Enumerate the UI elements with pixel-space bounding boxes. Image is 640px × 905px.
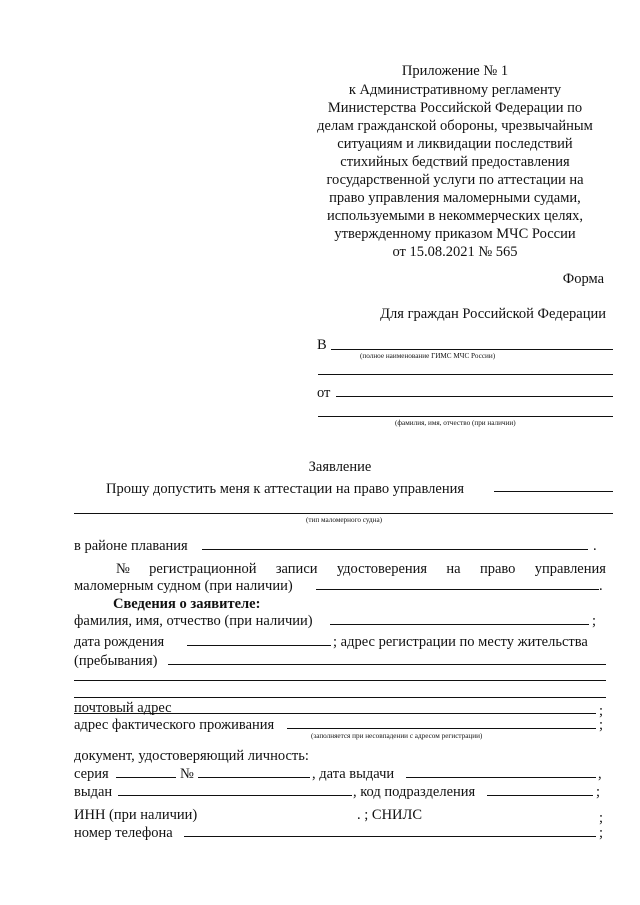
series-label: серия (74, 766, 109, 782)
phone-label: номер телефона (74, 825, 173, 841)
to-label: В (317, 337, 327, 353)
dob-field[interactable] (187, 645, 331, 646)
reg-address-field[interactable] (168, 664, 606, 665)
reg-address-label: ; адрес регистрации по месту жительства (333, 634, 588, 650)
fio-label: фамилия, имя, отчество (при наличии) (74, 613, 313, 629)
phone-field[interactable] (184, 836, 596, 837)
vessel-type-field[interactable] (494, 491, 613, 492)
header-line: используемыми в некоммерческих целях, (326, 208, 584, 224)
form-label: Форма (562, 271, 604, 287)
header-line: право управления маломерными судами, (329, 190, 581, 206)
reg-number-field[interactable] (316, 589, 599, 590)
punct-comma: , (598, 766, 602, 782)
reg-word: управления (534, 561, 606, 577)
area-field[interactable] (202, 549, 588, 550)
reg-word: на (446, 561, 461, 577)
header-line: от 15.08.2021 № 565 (392, 244, 518, 260)
actual-address-caption: (заполняется при несовпадении с адресом регистрации) (311, 732, 483, 740)
number-label: № (180, 766, 194, 782)
header-line: Министерства Российской Федерации по (327, 100, 583, 116)
number-field[interactable] (198, 777, 310, 778)
actual-address-field[interactable] (287, 728, 596, 729)
issue-date-field[interactable] (406, 777, 596, 778)
header-line: стихийных бедствий предоставления (340, 154, 570, 170)
vessel-type-field-line2[interactable] (74, 513, 613, 514)
postal-label: почтовый адрес (74, 700, 172, 716)
request-text: Прошу допустить меня к аттестации на право управления (106, 481, 465, 497)
to-caption: (полное наименование ГИМС МЧС России) (360, 352, 496, 360)
issued-by-label: выдан (74, 784, 113, 800)
stay-label: (пребывания) (74, 653, 158, 669)
punct-semicolon: ; (599, 810, 604, 826)
from-caption: (фамилия, имя, отчество (при наличии) (395, 419, 516, 427)
header-line: утвержденному приказом МЧС России (334, 226, 576, 242)
issue-date-label: , дата выдачи (312, 766, 395, 782)
punct-semicolon: ; (599, 825, 604, 841)
reg-word: регистрационной (149, 561, 257, 577)
actual-address-label: адрес фактического проживания (74, 717, 275, 733)
punct-semicolon: ; (599, 717, 604, 733)
from-field[interactable] (336, 396, 613, 397)
from-field-line2[interactable] (318, 416, 613, 417)
area-end: . (593, 538, 597, 554)
issued-by-field[interactable] (118, 795, 352, 796)
snils-label: . ; СНИЛС (357, 807, 423, 823)
to-field[interactable] (331, 349, 613, 350)
id-heading: документ, удостоверяющий личность: (74, 748, 309, 764)
inn-label: ИНН (при наличии) (74, 807, 198, 823)
header-line: государственной услуги по аттестации на (326, 172, 584, 188)
from-label: от (317, 385, 331, 401)
audience-label: Для граждан Российской Федерации (380, 306, 606, 322)
reg-word: № (116, 561, 130, 577)
header-line: ситуациям и ликвидации последствий (337, 136, 573, 152)
vessel-caption: (тип маломерного судна) (306, 516, 383, 524)
area-label: в районе плавания (74, 538, 188, 554)
punct-semicolon: ; (599, 703, 604, 719)
to-field-line2[interactable] (318, 374, 613, 375)
series-field[interactable] (116, 777, 176, 778)
reg-word: записи (275, 561, 318, 577)
header-line: к Административному регламенту (348, 82, 562, 98)
page-title: Заявление (308, 459, 372, 475)
dept-code-field[interactable] (487, 795, 593, 796)
punct-semicolon: ; (592, 613, 597, 629)
reg-word: удостоверения (336, 561, 428, 577)
applicant-heading: Сведения о заявителе: (113, 596, 261, 612)
reg-address-field-line2[interactable] (74, 680, 606, 681)
dept-code-label: , код подразделения (353, 784, 476, 800)
appendix-number: Приложение № 1 (401, 63, 509, 79)
reg-address-field-line3[interactable] (74, 697, 606, 698)
reg-end: . (599, 578, 603, 594)
punct-semicolon: ; (596, 784, 601, 800)
dob-label: дата рождения (74, 634, 165, 650)
header-line: делам гражданской обороны, чрезвычайным (317, 118, 593, 134)
reg-line1 (116, 561, 606, 578)
reg-word: право (479, 561, 516, 577)
fio-field[interactable] (330, 624, 589, 625)
reg-line2: маломерным судном (при наличии) (74, 578, 293, 594)
